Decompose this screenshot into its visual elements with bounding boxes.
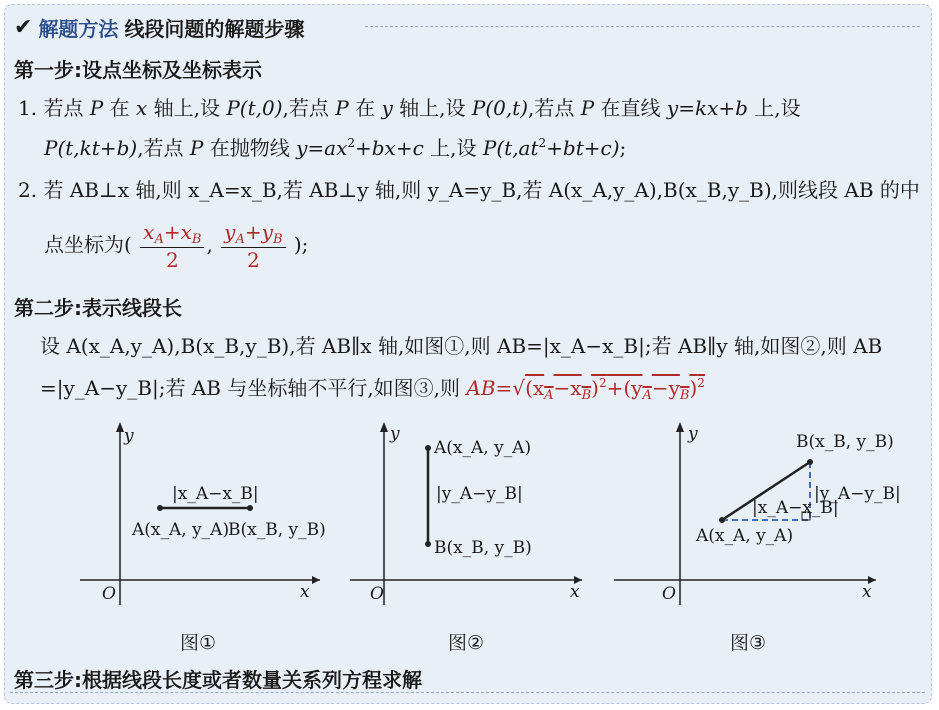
- fig1-axis-x: x: [300, 582, 310, 602]
- step2-title: 第二步:表示线段长: [14, 296, 182, 320]
- fig3-origin: O: [662, 584, 676, 604]
- fig3-horiz-label: |x_A−x_B|: [752, 498, 839, 518]
- header: [14, 14, 304, 40]
- fig2-caption: 图②: [448, 632, 485, 654]
- fig3-axis-x: x: [862, 582, 872, 602]
- check-icon: ✔: [14, 14, 33, 40]
- divider: [365, 26, 920, 27]
- fig1-origin: O: [102, 584, 116, 604]
- fig2-len-label: |y_A−y_B|: [436, 484, 523, 504]
- fig3-caption: 图③: [730, 632, 767, 654]
- fig2-axis-x: x: [570, 582, 580, 602]
- fig2-axis-y: y: [390, 424, 400, 444]
- fig1-caption: 图①: [180, 632, 217, 654]
- figure-1: [80, 420, 330, 605]
- step3-title: 第三步:根据线段长度或者数量关系列方程求解: [14, 668, 422, 692]
- distance-formula: $AB=√(x_A-x_B)^2+(y_A-y_B)^2$: [466, 376, 705, 403]
- fig3-vert-label: |y_A−y_B|: [814, 484, 901, 504]
- fig3-point-a: A(x_A, y_A): [696, 526, 794, 546]
- fig1-len-label: |x_A−x_B|: [172, 484, 259, 504]
- midpoint-x-fraction: $\frac{x_A+x_B}{2}$: [140, 220, 204, 272]
- step1-title: 第一步:设点坐标及坐标表示: [14, 58, 262, 82]
- step1-item2-line2: 点坐标为( $\frac{x_A+x_B}{2}$ , $\frac{y_A+y_B}{2}$ );: [44, 220, 309, 272]
- step2-line1: 设 A(x_A,y_A),B(x_B,y_B),若 AB∥x 轴,如图①,则 AB=|x_A−x_B|;若 AB∥y 轴,如图②,则 AB: [40, 334, 883, 358]
- fig1-point-a: A(x_A, y_A): [132, 520, 230, 540]
- header-title: 线段问题的解题步骤: [124, 16, 305, 41]
- step1-item1-line1: 1. 若点 P 在 x 轴上,设 P(t,0),若点 P 在 y 轴上,设 P(0,t),若点 P 在直线 y=kx+b 上,设: [18, 96, 801, 120]
- fig2-point-a: A(x_A, y_A): [434, 438, 532, 458]
- step1-item1-line2: P(t,kt+b),若点 P 在抛物线 $y=ax^2+bx+c$ 上,设 $P(t,at^2+bt+c)$;: [44, 136, 627, 160]
- fig3-point-b: B(x_B, y_B): [796, 432, 894, 452]
- bottom-divider: [10, 692, 925, 693]
- fig2-origin: O: [370, 584, 384, 604]
- header-tag: 解题方法: [38, 16, 119, 41]
- step1-item2-line1: 2. 若 AB⊥x 轴,则 x_A=x_B,若 AB⊥y 轴,则 y_A=y_B,若 A(x_A,y_A),B(x_B,y_B),则线段 AB 的中: [18, 178, 920, 202]
- midpoint-y-fraction: $\frac{y_A+y_B}{2}$: [221, 220, 285, 272]
- fig2-point-b: B(x_B, y_B): [434, 538, 532, 558]
- fig1-axis-y: y: [124, 426, 134, 446]
- fig3-axis-y: y: [688, 424, 698, 444]
- fig1-point-b: B(x_B, y_B): [228, 520, 326, 540]
- step2-line2: =|y_A−y_B|;若 AB 与坐标轴不平行,如图③,则 $AB=√(x_A-x_B)^2+(y_A-y_B)^2$: [40, 376, 705, 403]
